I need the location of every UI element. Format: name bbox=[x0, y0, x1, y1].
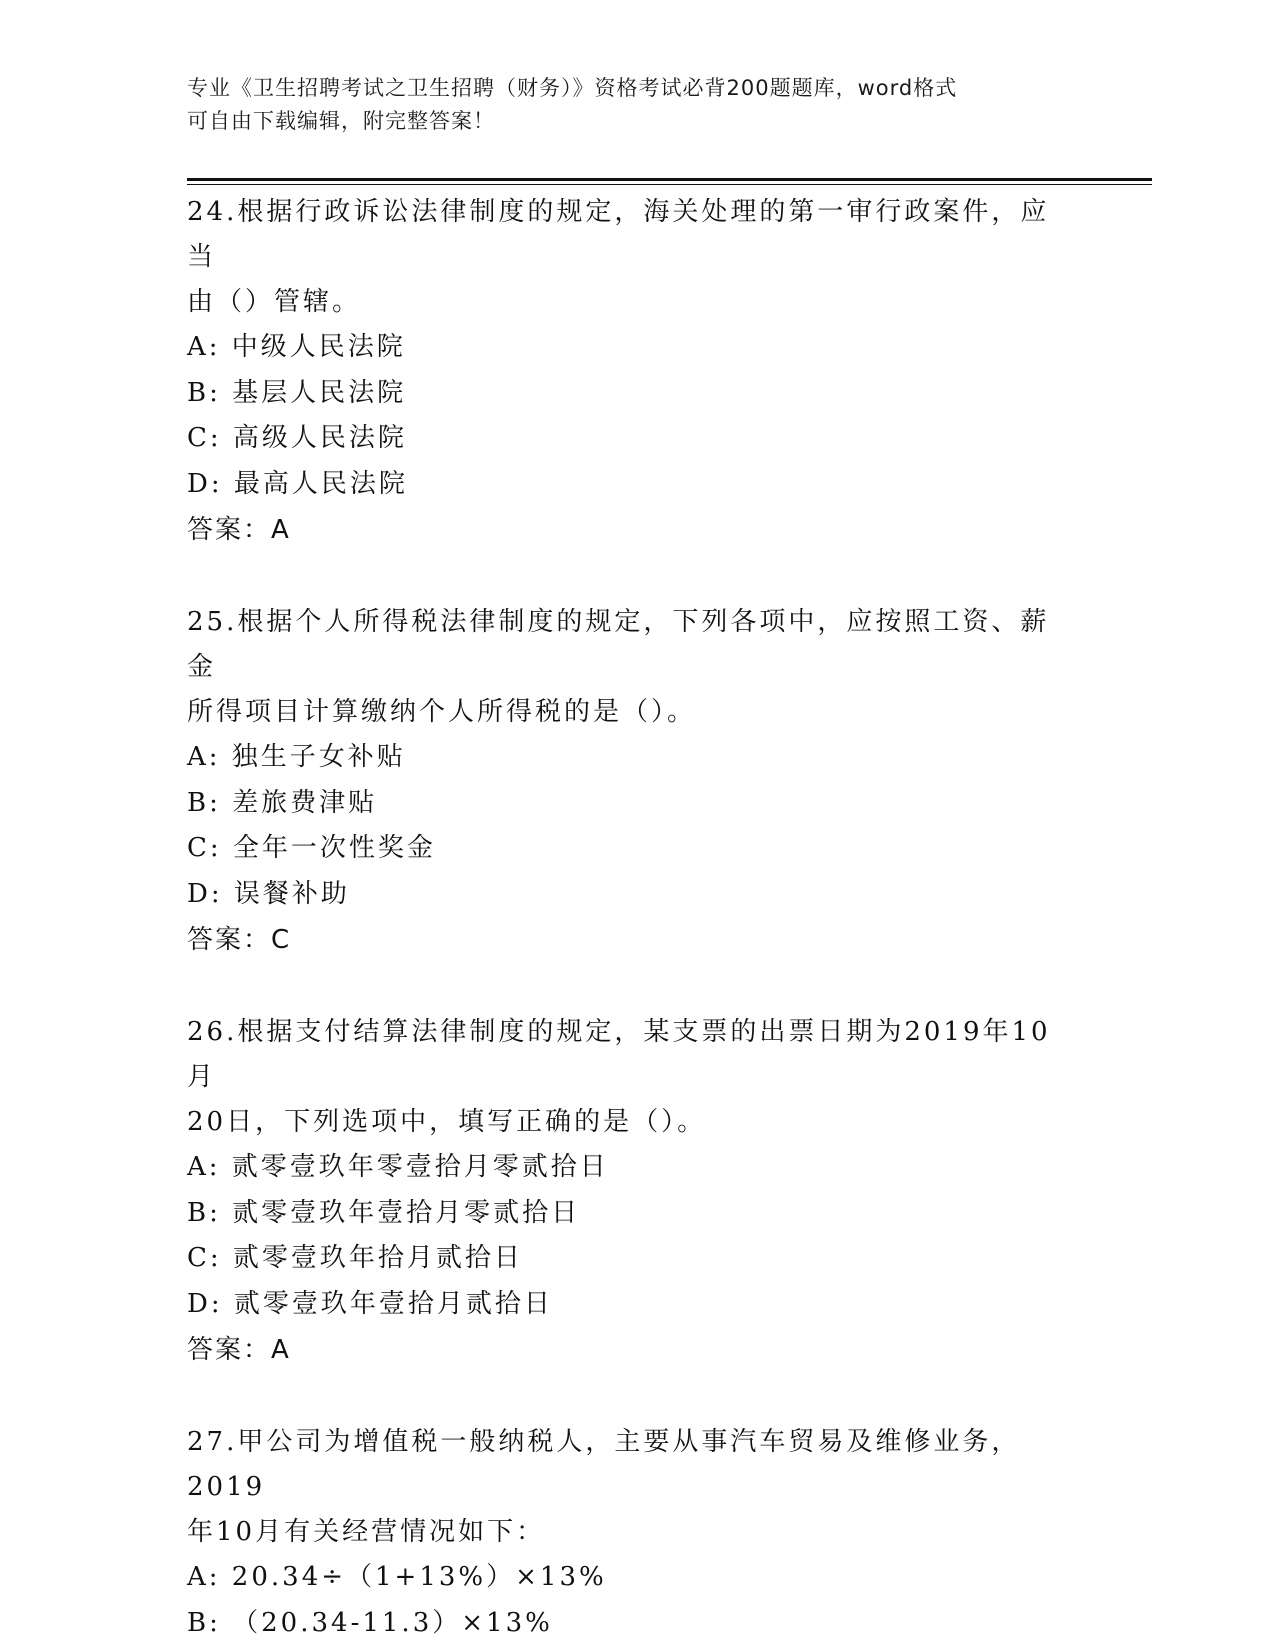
header-rule-thick bbox=[187, 178, 1152, 181]
answer-line: 答案：A bbox=[187, 1335, 291, 1365]
question-stem-line-2: 所得项目计算缴纳个人所得税的是（）。 bbox=[187, 697, 697, 727]
question-spacer bbox=[187, 553, 1087, 600]
question-stem-line-2: 20日，下列选项中，填写正确的是（）。 bbox=[187, 1107, 707, 1137]
question-26 bbox=[187, 1010, 1087, 1373]
header-line-1: 专业《卫生招聘考试之卫生招聘（财务）》资格考试必背200题题库，word格式 bbox=[187, 76, 958, 100]
header-line-2: 可自由下载编辑，附完整答案！ bbox=[187, 109, 495, 133]
option-d: D: 贰零壹玖年壹拾月贰拾日 bbox=[187, 1288, 553, 1319]
question-stem-line-2: 由（）管辖。 bbox=[187, 287, 362, 317]
question-stem bbox=[187, 1420, 1077, 1555]
question-stem-line-1: 27.甲公司为增值税一般纳税人，主要从事汽车贸易及维修业务，2019 bbox=[187, 1427, 1021, 1502]
question-stem bbox=[187, 600, 1077, 735]
question-stem bbox=[187, 1010, 1077, 1145]
question-stem-line-1: 26.根据支付结算法律制度的规定，某支票的出票日期为2019年10月 bbox=[187, 1017, 1051, 1092]
answer-line: 答案：C bbox=[187, 925, 292, 955]
option-b: B: 基层人民法院 bbox=[187, 377, 407, 408]
option-c: C: 贰零壹玖年拾月贰拾日 bbox=[187, 1243, 523, 1273]
option-d: D: 误餐补助 bbox=[187, 878, 350, 909]
question-25 bbox=[187, 600, 1087, 963]
option-b: B: 差旅费津贴 bbox=[187, 787, 378, 818]
option-a: A: 20.34÷（1+13%）×13% bbox=[187, 1562, 607, 1592]
question-stem bbox=[187, 190, 1077, 325]
option-c: C: 全年一次性奖金 bbox=[187, 833, 436, 863]
option-d: D: 最高人民法院 bbox=[187, 468, 408, 499]
question-stem-line-2: 年10月有关经营情况如下： bbox=[187, 1517, 546, 1547]
question-stem-line-1: 24.根据行政诉讼法律制度的规定，海关处理的第一审行政案件，应当 bbox=[187, 197, 1050, 272]
question-spacer bbox=[187, 1373, 1087, 1420]
question-list bbox=[187, 190, 1087, 1646]
option-a: A: 中级人民法院 bbox=[187, 332, 406, 362]
option-a: A: 贰零壹玖年零壹拾月零贰拾日 bbox=[187, 1152, 609, 1182]
option-b: B: （20.34-11.3）×13% bbox=[187, 1607, 553, 1638]
option-b: B: 贰零壹玖年壹拾月零贰拾日 bbox=[187, 1197, 581, 1228]
option-a: A: 独生子女补贴 bbox=[187, 742, 406, 772]
question-24 bbox=[187, 190, 1087, 553]
question-stem-line-1: 25.根据个人所得税法律制度的规定，下列各项中，应按照工资、薪金 bbox=[187, 607, 1050, 682]
question-27 bbox=[187, 1420, 1087, 1646]
document-header bbox=[187, 72, 1067, 138]
header-rule-thin bbox=[187, 184, 1152, 185]
answer-line: 答案：A bbox=[187, 515, 291, 545]
question-spacer bbox=[187, 963, 1087, 1010]
option-c: C: 高级人民法院 bbox=[187, 423, 407, 453]
